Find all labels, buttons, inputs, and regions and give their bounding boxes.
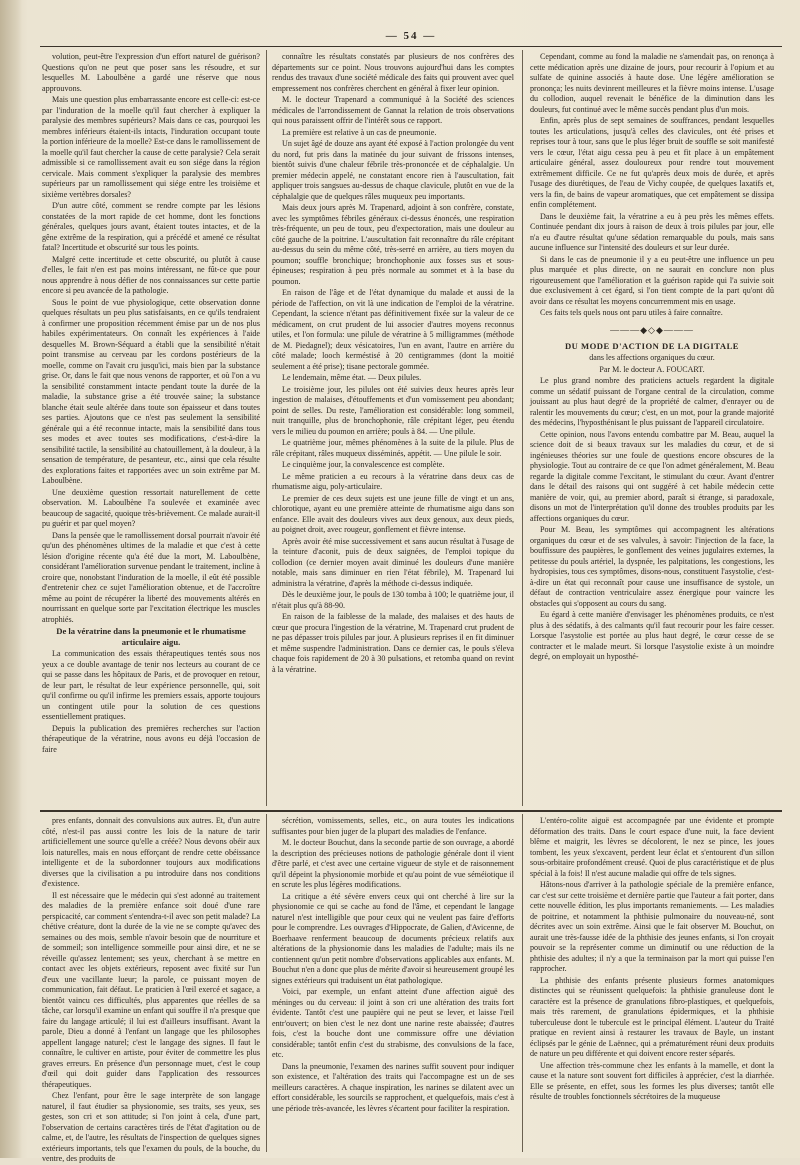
feuilleton-column-2: [272, 816, 514, 1150]
paragraph: L'entéro-colite aiguë est accompagnée par une évidente et prompte déformation des traits. Dans le court espace d'une nuit, la face devient blême et maigrit, les lèvres se décolorent, le nez se pince, les joues tombent, les yeux s'excavent, perdent leur éclat et s'entourent d'un sillon sous-orbitaire profondément creusé. Quoi de plus caractéristique et de plus spécial à la fois! Il n'est aucune maladie qui offre de tels signes.: [530, 816, 774, 878]
paragraph: Il est nécessaire que le médecin qui s'est adonné au traitement des maladies de la première enfance soit doué d'une rare perspicacité, car comment s'entendra-t-il avec son petit malade? La chétive créature, dont la durée de la vie ne se compte qu'avec des semaines ou des mois, semble n'avoir besoin que de nourriture et de sommeil; son intelligence sommeille pour ainsi dire, et ne se réveille qu'assez lentement; ses yeux, cherchant à se mettre en contact avec les objets extérieurs, reposent avec fixité sur l'un d'eux une vacillante lueur; la parole, ce puissant moyen de communication, fait défaut. Le praticien à l'œil exercé et sagace, a bientôt vaincu ces difficultés, plus apparentes que réelles de sa tâche, car lorsqu'il examine un enfant qui souffre il n'a presque que faire du langage articulé; il lui est d'ailleurs insuffisant. Avant la parole, Dieu a donné à l'enfant un langage que les philosophes appellent langage naturel; c'est le langage des signes. Il faut le connaître, le cultiver en artiste, pour éviter de commettre les plus graves erreurs. En présence d'un personnage muet, c'est le coup d'œil qui doit guider dans l'application des ressources thérapeutiques.: [42, 890, 260, 1089]
paragraph: M. le docteur Bouchut, dans la seconde partie de son ouvrage, a abordé la description des précieuses notions de pathologie générale dont il vient d'être parlé, et c'est avec une certaine vigueur de style et de raisonnement qu'il dépeint la physionomie morbide et qu'au point de vue séméiotique il en scrute les plus légères modifications.: [272, 838, 514, 889]
paragraph: Le quatrième jour, mêmes phénomènes à la suite de la pilule. Plus de râle crépitant, râles muqueux disséminés, appétit. — Une pilule le soir.: [272, 438, 514, 458]
paragraph: Si dans le cas de pneumonie il y a eu peut-être une influence un peu plus marquée et plus directe, on ne saurait en conclure non plus rigoureusement que l'amélioration et la guérison rapide qui l'a suivie soit due exclusivement à cet égard, si l'on tient compte de la part qu'ont dû avoir dans ce résultat les moyens concurremment mis en usage.: [530, 254, 774, 306]
header-rule: [40, 46, 782, 47]
paragraph: Dans la pneumonie, l'examen des narines suffit souvent pour indiquer son existence, et l'altération des traits qui l'accompagne est un de ses meilleurs caractères. A chaque inspiration, les narines se dilatent avec un effort considérable, les sourcils se rapprochent, et quelquefois, mais c'est à une période très-avancée, les lèvres s'écartent pour faciliter la respiration.: [272, 1061, 514, 1113]
paragraph: Voici, par exemple, un enfant atteint d'une affection aiguë des méninges ou du cerveau: il joint à son cri une altération des traits fort évidente. Tantôt c'est une paupière qui ne peut se lever, et laisse l'œil entr'ouvert; on bien c'est le nez dont une narine reste abaissée; d'autres fois, c'est la bouche dont une commissure offre une déviation considérable; tantôt enfin c'est du strabisme, des convulsions de la face, etc.: [272, 987, 514, 1059]
column-rule-2: [522, 50, 523, 806]
feuilleton-rule: [40, 810, 782, 812]
paragraph: Pour M. Beau, les symptômes qui accompagnent les altérations organiques du cœur et de ses valvules, à savoir: l'injection de la face, la bouffissure des paupières, le gonflement des veines jugulaires externes, la petitesse du pouls artériel, la dyspnée, les palpitations, les congestions, les hydropisies, tous ces symptômes, disons-nous, constituent l'asystolie, c'est-à-dire un état qui reconnaît pour cause une insuffisance de systole, un défaut de contraction ventriculaire assez énergique pour vaincre les obstacles qui s'opposent au cours du sang.: [530, 525, 774, 608]
paragraph: Le plus grand nombre des praticiens actuels regardent la digitale comme un sédatif puissant de l'organe central de la circulation, comme jouissant au plus haut degré de la propriété de calmer, d'enrayer ou de ralentir les mouvements du cœur; c'est, en un mot, pour la grande majorité des médecins, l'hyposthénisant le plus puissant de l'appareil circulatoire.: [530, 376, 774, 427]
paragraph: Cette opinion, nous l'avons entendu combattre par M. Beau, auquel la science doit de si beaux travaux sur les maladies du cœur, et de si ingénieuses théories sur une foule de questions encore obscures de la physiologie. Tout au contraire de ce que l'on admet généralement, M. Beau regarde la digitale comme l'excitant, le stimulant du cœur. Avant d'entrer dans le détail des raisons qui ont suggéré à cet habile médecin cette manière de voir, qui, au premier abord, paraît si étrange, si paradoxale, disons un mot de l'interprétation qu'il donne des troubles produits par les affections organiques du cœur.: [530, 429, 774, 523]
paragraph: Une affection très-commune chez les enfants à la mamelle, et dont la cause et la nature sont souvent fort difficiles à apprécier, c'est la diarrhée. Elle se présente, en effet, sous les formes les plus diverses; tantôt elle résulte de troubles fonctionnels sécrétoires de la muqueuse: [530, 1060, 774, 1101]
feuilleton-column-1: [42, 816, 260, 1163]
paragraph: Le troisième jour, les pilules ont été suivies deux heures après leur ingestion de malaises, d'étouffements et d'un vomissement peu abondant; point de selles. Du reste, l'amélioration est considérable: long sommeil, nuit tranquille, plus de bronchophonie, râle crépitant léger, peu étendu vers le milieu du poumon en arrière; pouls à 84. — Une pilule.: [272, 384, 514, 436]
paragraph: Cependant, comme au fond la maladie ne s'amendait pas, on renonça à cette médication après une dizaine de jours, pour recourir à l'opium et au sulfate de quinine associés à haute dose. Une légère amélioration se prononça; les nuits devinrent meilleures et la fièvre moins intense. L'usage du collodion, auquel revenait le bénéfice de la diminution dans les douleurs, fut continué avec le même succès pendant plus d'un mois.: [530, 52, 774, 114]
feuilleton-column-3: [530, 816, 774, 1150]
column-rule-3: [266, 814, 267, 1152]
paragraph: La première est relative à un cas de pneumonie.: [282, 127, 437, 137]
section-subtitle: dans les affections organiques du cœur.: [589, 353, 715, 362]
paragraph: Enfin, après plus de sept semaines de souffrances, pendant lesquelles toutes les articulations, jusqu'à celles des clavicules, ont été prises et reprises tour à tour, sans que le plus léger bruit de souffle se soit manifesté vers le cœur, l'état aigu cessa peu à peu et fit place à un empâtement articulaire général, assez douloureux pour rendre tout mouvement extrêmement difficile. Ce ne fut qu'après deux mois de durée, et après l'usage des diurétiques, de l'eau de Vichy coupée, de quelques laxatifs et, vers la fin, de bains de vapeur aromatiques, que cet empâtement se dissipa enfin complétement.: [530, 116, 774, 209]
paragraph: Le premier de ces deux sujets est une jeune fille de vingt et un ans, chlorotique, ayant eu une première atteinte de rhumatisme aigu dans son enfance. Elle avait des douleurs vives aux deux genoux, aux deux pieds, au poignet droit, avec rougeur, gonflement et fièvre intense.: [272, 493, 514, 534]
paragraph: Hâtons-nous d'arriver à la pathologie spéciale de la première enfance, car c'est sur cette troisième et dernière partie que l'auteur a fait porter, dans cette nouvelle édition, les plus importants remaniements. — Les maladies de poitrine, et notamment la phthisie pulmonaire du nouveau-né, sont décrites avec un soin extrême. Ainsi que le fait observer M. Bouchut, on aurait une très-fausse idée de la phthisie des jeunes enfants, si l'on croyait pouvoir se la représenter comme un diminutif ou une réduction de la phthisie des adultes; il n'y a que la terminaison par la mort qui puisse l'en rapprocher.: [530, 880, 774, 973]
paragraph: Chez l'enfant, pour être le sage interprète de son langage naturel, il faut étudier sa physionomie, ses traits, ses yeux, ses gestes, son cri et son attitude; si l'on joint à cela, d'une part, l'observation de certains caractères tirés de l'état d'agitation ou de calme, et, de l'autre, les résultats de l'inspection de quelques signes extérieurs importants, tels que l'examen du pouls, de la bouche, du ventre, des produits de: [42, 1091, 260, 1163]
page-binding-shadow: [0, 0, 22, 1158]
paragraph: Un sujet âgé de douze ans ayant été exposé à l'action prolongée du vent du nord, fut pris dans la matinée du jour suivant de frissons intenses, bientôt suivis d'une chaleur fébrile très-prononcée et de céphalalgie. Un premier médecin appelé, ne constatant encore rien à l'auscultation, fait appliquer trois sangsues au-dessus de chaque clavicule, plutôt en vue de la céphalalgie que de quelques râles muqueux peu importants.: [272, 139, 514, 201]
paragraph: Mais deux jours après M. Trapenard, adjoint à son confrère, constate, avec les symptômes fébriles généraux ci-dessus énoncés, une respiration très-fréquente, un peu de toux, peu d'expectoration, mais une douleur au côté gauche de la poitrine. L'auscultation fait reconnaître du râle crépitant au-dessus du sein du même côté, très-serré en arrière, au tiers moyen du poumon; souffle bronchique; bronchophonie aux fosses sus et sous-épineuses; respiration à peu près normale au sommet et à la base du poumon.: [272, 203, 514, 286]
paragraph: La phthisie des enfants présente plusieurs formes anatomiques distinctes qui se réunissent quelquefois: la phthisie granuleuse dont le caractère est la présence de granulations fibro-plastiques, et quelquefois, mais très rarement, de granulations épidermiques, et la phthisie tuberculeuse dont le tubercule est le principal élément. L'auteur du Traité pratique en revient ainsi à restaurer les travaux de Bayle, un instant éclipsés par le génie de Laënnec, qui a prématurément réuni deux produits de nature un peu différente et qui doivent encore rester séparés.: [530, 975, 774, 1058]
paragraph: pres enfants, donnait des convulsions aux autres. Et, d'un autre côté, n'est-il pas aussi contre les lois de la nature de tarir artificiellement une source qu'elle a créée? Nous devons obéir aux lois naturelles, mais en nous efforçant de rendre cette obéissance intelligente et de la subordonner toujours aux modifications diverses que la civilisation a pu introduire dans nos conditions d'existence.: [42, 816, 260, 888]
paragraph: Dans la pensée que le ramollissement dorsal pourrait n'avoir été qu'un des phénomènes ultimes de la maladie et que c'est à cette lésion d'origine récente qu'a été due la mort, M. Laboulbène, considérant l'amélioration survenue pendant le traitement, incline à croire que, nonobstant l'induration de la moelle, il eût été possible d'entretenir chez ce sujet l'amélioration obtenue, et de l'accroître même au point de récupérer la liberté des mouvements altérés en nourrissant en quelque sorte par l'excitation électrique les muscles atrophiés.: [42, 530, 260, 624]
section-ornament: ———◆◇◆———: [610, 324, 694, 335]
page-header: [40, 30, 782, 44]
column-3: [530, 52, 774, 804]
column-rule-1: [266, 50, 267, 806]
paragraph: Malgré cette incertitude et cette obscurité, ou plutôt à cause d'elles, le fait n'en est pas moins intéressant, ne fût-ce que pour nous apprendre à nous défier de nos connaissances sur cette partie encore si peu avancée de la pathologie.: [42, 254, 260, 295]
article-byline: Par M. le docteur A. FOUCART.: [599, 364, 705, 374]
section-title-veratrine: De la vératrine dans la pneumonie et le rhumatisme articulaire aigu.: [56, 626, 246, 647]
paragraph: Sous le point de vue physiologique, cette observation donne quelques résultats un peu plus satisfaisants, en ce qu'ils tendraient à confirmer une proposition récemment émise par un de nos plus habiles expérimentateurs. On connaît les expériences à l'aide desquelles M. Brown-Séquard a établi que la sensibilité n'était point transmise au cerveau par les cordons postérieurs de la moelle, comme on l'avait cru jusqu'ici, mais bien par la substance grise. Or, dans le fait que nous venons de rapporter, et où l'on a vu la sensibilité constamment intacte pendant toute la durée de la maladie, la substance grise a été trouvée saine; la substance blanche était seule altérée dans toute son épaisseur et dans toutes ses parties. Ajoutons que ce n'est pas seulement la sensibilité générale qui a été reconnue intacte, mais la sensibilité dans tous ses modes et avec toutes ses modifications, c'est-à-dire la sensibilité tactile, la sensibilité au chatouillement, à la douleur, à la sensation de température, de pesanteur, etc., ainsi que cela résulte des explorations faites et rapportées avec un soin extrême par M. Laboulbène.: [42, 297, 260, 485]
paragraph: Ces faits tels quels nous ont paru utiles à faire connaître.: [540, 308, 723, 317]
section-title-digitale: DU MODE D'ACTION DE LA DIGITALE: [564, 341, 740, 351]
paragraph: Depuis la publication des premières recherches sur l'action thérapeutique de la vératrine, nous avons eu déjà l'occasion de faire: [42, 723, 260, 754]
paragraph: La communication des essais thérapeutiques tentés sous nos yeux a ce double avantage de tenir nos lecteurs au courant de ce qui se passe dans les hôpitaux de Paris, et de provoquer en retour, de leur part, le résultat de leur expérience personnelle, qui, soit qu'il confirme ou qu'il infirme les premiers essais, apporte toujours un contingent utile pour la solution de ces questions essentiellement pratiques.: [42, 649, 260, 721]
paragraph: Après avoir été mise successivement et sans aucun résultat à l'usage de la teinture d'aconit, puis de deux saignées, de l'emploi topique du collodion (ce dernier moyen avait diminué les douleurs d'une manière notable, mais sans diminuer en rien l'état fébrile), M. Trapenard lui administra la vératrine, d'après la méthode ci-dessus indiquée.: [272, 536, 514, 588]
column-2: [272, 52, 514, 804]
column-rule-4: [522, 814, 523, 1152]
paragraph: Une deuxième question ressortait naturellement de cette observation. M. Laboulbène l'a soulevée et examinée avec beaucoup de sagacité, quoique très-brièvement. Ce malade aurait-il pu guérir et par quel moyen?: [42, 487, 260, 528]
paragraph: Le lendemain, même état. — Deux pilules.: [282, 373, 422, 382]
paragraph: Eu égard à cette manière d'envisager les phénomènes produits, ce n'est plus à des sédatifs, à des calmants qu'il faut recourir pour les faire cesser. Lorsque l'asystolie est portée au plus haut degré, le cœur cesse de se contracter et le malade meurt. Si lorsque l'asystolie existe à un moindre degré, on employait un hyposthé-: [530, 610, 774, 661]
column-1: [42, 52, 260, 804]
paragraph: Mais une question plus embarrassante encore est celle-ci: est-ce par l'induration de la moelle qu'il faut chercher à expliquer la paralysie des membres supérieurs? Mais dans ce cas, pourquoi les membres inférieurs étaient-ils intacts, l'induration occupant toute la portion inférieure de la moelle? Est-ce dans le ramollissement de la moelle qu'il faut chercher la cause de cette paralysie? Cela serait admissible si ce ramollissement avait eu son siége dans la région cervicale. Mais comment s'expliquer la paralysie des membres supérieurs par un ramollissement qui siége entre les troisième et sixième vertèbres dorsales?: [42, 95, 260, 199]
paragraph: Dès le deuxième jour, le pouls de 130 tomba à 100; le quatrième jour, il n'était plus qu'à 88-90.: [272, 590, 514, 610]
paragraph: La critique a été sévère envers ceux qui ont cherché à lire sur la physionomie ce qui se cache au fond de l'âme, et cependant le langage naturel n'est intelligible que pour ceux qui ne veulent pas faire d'efforts pour le comprendre. Les ouvrages d'Hippocrate, de Galien, d'Avicenne, de Boerhaave renferment beaucoup de documents précieux relatifs aux altérations de la physionomie dans les maladies de l'adulte; mais ils ne contiennent qu'un petit nombre d'observations applicables aux enfants. M. Bouchut n'en a donc que plus de mérite d'avoir si heureusement groupé les signes extérieurs qui traduisent un état pathologique.: [272, 891, 514, 985]
paragraph: D'un autre côté, comment se rendre compte par les lésions constatées de la mort rapide de cet homme, dont les fonctions générales, quelques jours avant, étaient toutes intactes, et de la gêne extrême de la respiration, qui a précédé et amené ce résultat fatal? Incertitude et obscurité sur tous les points.: [42, 201, 260, 252]
paragraph: Dans le deuxième fait, la vératrine a eu à peu près les mêmes effets. Continuée pendant dix jours à raison de deux à trois pilules par jour, elle n'a eu d'autre résultat qu'une sédation remarquable du pouls, mais sans aucune influence sur l'intensité des douleurs et sur leur durée.: [530, 211, 774, 252]
paragraph: volution, peut-être l'expression d'un effort naturel de guérison? Questions qu'on ne peut que poser sans les résoudre, et sur lesquelles M. Laboulbène a gardé une réserve que nous approuvons.: [42, 52, 260, 93]
paragraph: En raison de l'âge et de l'état dynamique du malade et aussi de la période de l'affection, on vit là une indication de l'emploi de la vératrine. Cependant, la science n'étant pas définitivement fixée sur la valeur de ce médicament, on crut prudent de lui associer d'autres moyens reconnus utiles, et l'on formula: une pilule de vératrine à 5 milligrammes (méthode de M. Piedagnel); deux vésicatoires, l'un en avant, l'autre en arrière du côté malade; looch kerméstisé à 20 centigrammes (dont la moitié seulement a été prise); tisane pectorale gommée.: [272, 288, 514, 371]
paragraph: Le cinquième jour, la convalescence est complète.: [282, 460, 445, 469]
paragraph: En raison de la faiblesse de la malade, des malaises et des hauts de cœur que procura l'ingestion de la vératrine, M. Trapenard crut prudent de ne pas dépasser trois pilules par jour. A plusieurs reprises il en fit diminuer et même suspendre l'administration. Dans ce dernier cas, le pouls s'éleva chaque fois rapidement de 20 à 30 pulsations, et retomba quand on revint à la vératrine.: [272, 612, 514, 674]
paragraph: M. le docteur Trapenard a communiqué à la Société des sciences médicales de l'arrondissement de Gannat la relation de trois observations qui nous paraissent offrir de l'intérêt sous ce rapport.: [272, 95, 514, 125]
paragraph: connaître les résultats constatés par plusieurs de nos confrères des départements sur ce point. Nous trouvons aujourd'hui dans les comptes rendus des travaux d'une société médicale des faits qui prouvent avec quel empressement nos confrères cherchent en général à fixer leur opinion.: [272, 52, 514, 93]
paragraph: sécrétion, vomissements, selles, etc., on aura toutes les indications suffisantes pour bien juger de la plupart des maladies de l'enfance.: [272, 816, 514, 836]
paragraph: Le même praticien a eu recours à la vératrine dans deux cas de rhumatisme aigu, poly-articulaire.: [272, 471, 514, 491]
page-number: — 54 —: [385, 30, 437, 42]
